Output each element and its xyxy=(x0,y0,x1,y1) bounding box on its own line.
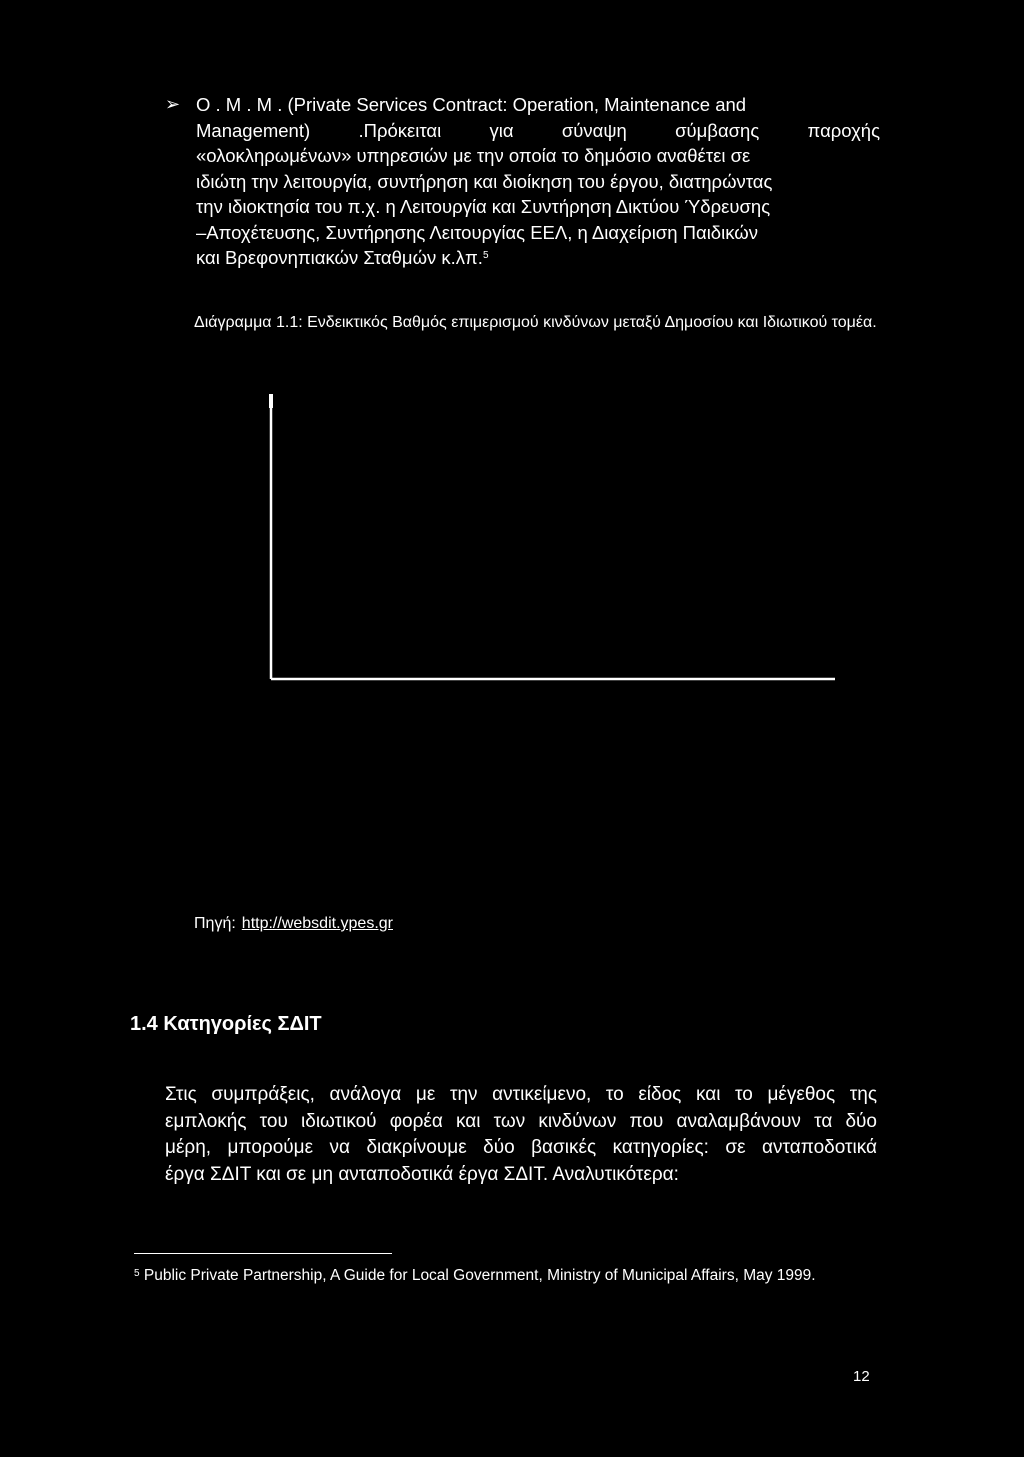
bullet-line: Ο . Μ . Μ . (Private Services Contract: Operation, Maintenance and xyxy=(196,94,747,115)
footnote-number: 5 xyxy=(134,1268,140,1279)
source-line xyxy=(194,915,393,933)
bullet-line: Management) .Πρόκειται για σύναψη σύμβασης παροχής xyxy=(196,119,880,141)
source-label: Πηγή: xyxy=(194,915,236,932)
body-line: Στις συμπράξεις, ανάλογα με την αντικείμενο, το είδος και το μέγεθος της xyxy=(165,1084,877,1105)
body-line: έργα ΣΔΙΤ και σε μη ανταποδοτικά έργα ΣΔΙΤ. Αναλυτικότερα: xyxy=(165,1163,679,1185)
bullet-line: την ιδιοκτησία του π.χ. η Λειτουργία και Συντήρηση Δικτύου Ύδρευσης xyxy=(196,196,771,217)
bullet-line: ιδιώτη την λειτουργία, συντήρηση και διοίκηση του έργου, διατηρώντας xyxy=(196,170,773,192)
arrow-bullet-icon: ➢ xyxy=(165,94,181,114)
bullet-paragraph xyxy=(165,92,880,271)
page-number: 12 xyxy=(853,1368,870,1385)
body-paragraph xyxy=(165,1082,877,1188)
bullet-text xyxy=(196,92,880,271)
bullet-line-text: και Βρεφονηπιακών Σταθμών κ.λπ. xyxy=(196,247,483,268)
bullet-line: «ολοκληρωμένων» υπηρεσιών με την οποία το δημόσιο αναθέτει σε xyxy=(196,145,751,166)
source-link[interactable]: http://websdit.ypes.gr xyxy=(241,915,393,932)
footnote xyxy=(134,1264,874,1288)
footnote-text: Public Private Partnership, A Guide for Local Government, Ministry of Municipal Affairs, May 1999. xyxy=(143,1267,816,1284)
section-heading: 1.4 Κατηγορίες ΣΔΙΤ xyxy=(130,1013,322,1035)
risk-allocation-chart xyxy=(268,392,838,686)
chart-svg xyxy=(268,392,838,686)
bullet-line: –Αποχέτευσης, Συντήρησης Λειτουργίας ΕΕΛ, η Διαχείριση Παιδικών xyxy=(196,221,758,243)
body-line: εμπλοκής του ιδιωτικού φορέα και των κινδύνων που αναλαμβάνουν τα δύο xyxy=(165,1110,877,1132)
diagram-caption: Διάγραμμα 1.1: Ενδεικτικός Βαθμός επιμερισμού κινδύνων μεταξύ Δημοσίου και Ιδιωτικού τομέα. xyxy=(194,314,877,331)
footnote-divider xyxy=(134,1253,392,1254)
footnote-reference: 5 xyxy=(482,250,489,261)
body-line: μέρη, μπορούμε να διακρίνουμε δύο βασικές κατηγορίες: σε ανταποδοτικά xyxy=(165,1137,877,1158)
bullet-line-last xyxy=(196,245,880,271)
